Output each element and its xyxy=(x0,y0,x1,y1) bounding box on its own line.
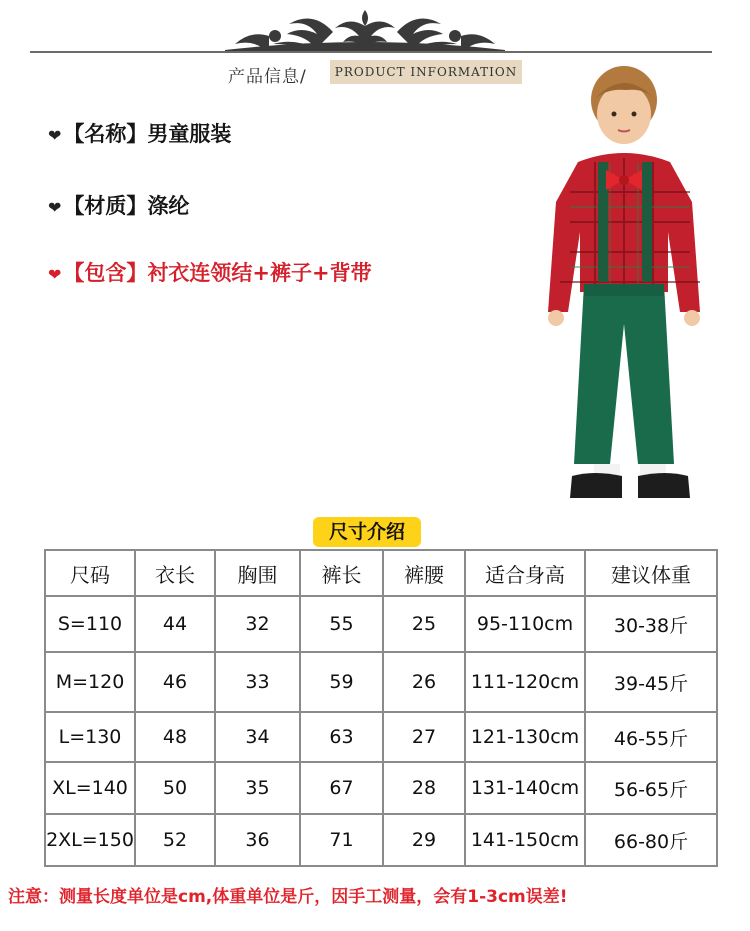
table-cell: 35 xyxy=(215,762,300,814)
table-row xyxy=(45,712,717,762)
table-cell: 28 xyxy=(383,762,465,814)
heart-icon: ❤ xyxy=(48,126,62,145)
table-cell: 63 xyxy=(300,712,383,762)
table-header-row xyxy=(45,550,717,596)
table-cell: 25 xyxy=(383,596,465,652)
table-cell: 50 xyxy=(135,762,215,814)
column-header: 适合身高 xyxy=(465,550,585,596)
info-row-name: ❤【名称】男童服装 xyxy=(48,122,232,146)
table-row xyxy=(45,596,717,652)
table-cell: 44 xyxy=(135,596,215,652)
header-divider xyxy=(30,51,712,53)
table-row xyxy=(45,762,717,814)
measurement-note: 注意：测量长度单位是cm,体重单位是斤，因手工测量，会有1-3cm误差! xyxy=(8,887,568,907)
table-cell: 29 xyxy=(383,814,465,866)
column-header: 胸围 xyxy=(215,550,300,596)
section-title-cn: 产品信息/ xyxy=(228,67,307,87)
table-cell: 30-38斤 xyxy=(585,596,717,652)
size-table xyxy=(44,549,718,867)
table-cell: 46 xyxy=(135,652,215,712)
table-cell: 32 xyxy=(215,596,300,652)
heart-icon: ❤ xyxy=(48,198,62,217)
table-cell: 56-65斤 xyxy=(585,762,717,814)
table-cell: 52 xyxy=(135,814,215,866)
table-cell: L=130 xyxy=(45,712,135,762)
table-cell: 39-45斤 xyxy=(585,652,717,712)
table-cell: 34 xyxy=(215,712,300,762)
info-row-material: ❤【材质】涤纶 xyxy=(48,194,190,218)
column-header: 裤长 xyxy=(300,550,383,596)
table-cell: S=110 xyxy=(45,596,135,652)
table-cell: 48 xyxy=(135,712,215,762)
table-cell: 46-55斤 xyxy=(585,712,717,762)
decorative-ornament xyxy=(215,6,515,52)
table-cell: 67 xyxy=(300,762,383,814)
column-header: 裤腰 xyxy=(383,550,465,596)
table-cell: 121-130cm xyxy=(465,712,585,762)
table-cell: 2XL=150 xyxy=(45,814,135,866)
table-cell: 141-150cm xyxy=(465,814,585,866)
column-header: 建议体重 xyxy=(585,550,717,596)
column-header: 尺码 xyxy=(45,550,135,596)
table-cell: 27 xyxy=(383,712,465,762)
info-row-includes: ❤【包含】衬衣连领结+裤子+背带 xyxy=(48,261,372,285)
table-cell: 111-120cm xyxy=(465,652,585,712)
table-cell: 26 xyxy=(383,652,465,712)
heart-icon: ❤ xyxy=(48,265,62,284)
product-photo-boy-outfit xyxy=(530,62,720,532)
table-cell: M=120 xyxy=(45,652,135,712)
size-section-title: 尺寸介绍 xyxy=(313,517,421,547)
table-cell: 36 xyxy=(215,814,300,866)
table-cell: 95-110cm xyxy=(465,596,585,652)
table-cell: 131-140cm xyxy=(465,762,585,814)
column-header: 衣长 xyxy=(135,550,215,596)
table-cell: 71 xyxy=(300,814,383,866)
table-row xyxy=(45,814,717,866)
table-cell: 59 xyxy=(300,652,383,712)
table-row xyxy=(45,652,717,712)
table-cell: 66-80斤 xyxy=(585,814,717,866)
table-cell: XL=140 xyxy=(45,762,135,814)
table-cell: 55 xyxy=(300,596,383,652)
table-cell: 33 xyxy=(215,652,300,712)
section-title-en: PRODUCT INFORMATION xyxy=(330,60,522,84)
